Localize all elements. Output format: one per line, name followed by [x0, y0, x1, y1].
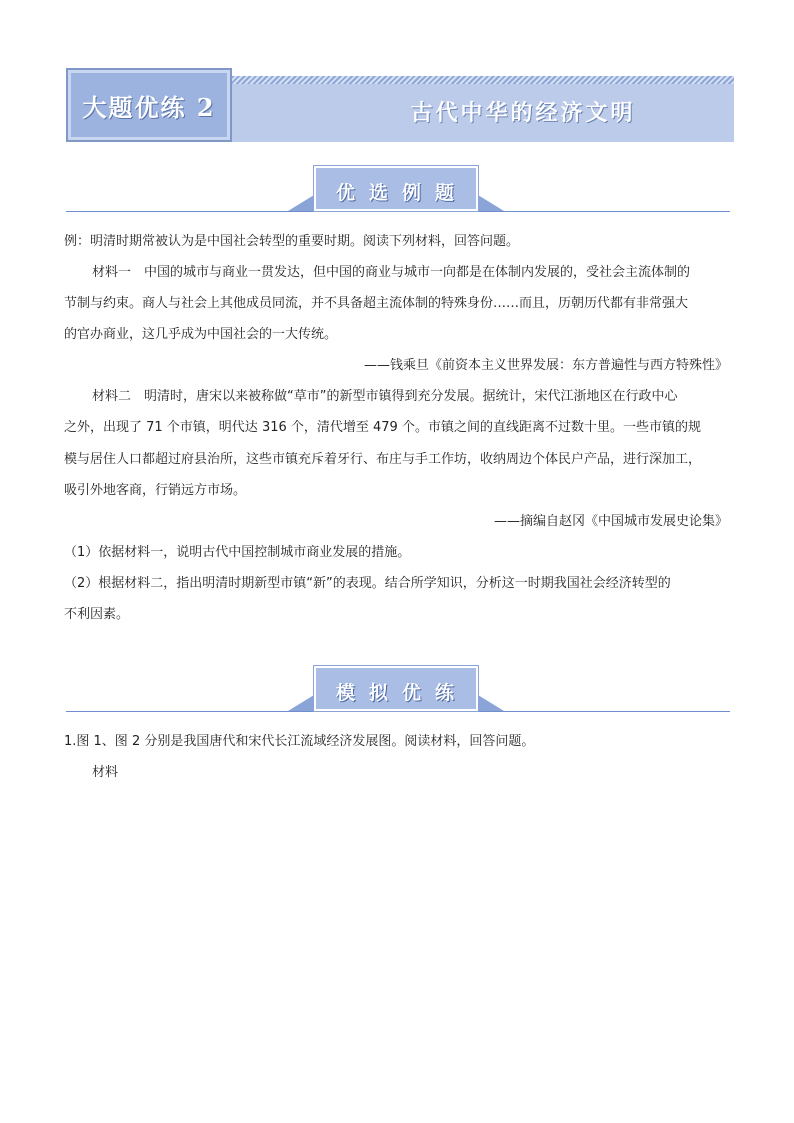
- material1-line1: 材料一 中国的城市与商业一贯发达，但中国的商业与城市一向都是在体制内发展的，受社会主流体制的: [92, 265, 691, 280]
- divider-ornament-right: [478, 695, 504, 711]
- section-plate: [314, 666, 478, 711]
- example-intro: 例：明清时期常被认为是中国社会转型的重要时期。阅读下列材料，回答问题。: [64, 234, 520, 249]
- section-header-examples: [66, 166, 730, 212]
- section-title: 优选例题: [335, 182, 468, 204]
- material2-source: ——摘编自赵冈《中国城市发展史论集》: [493, 514, 728, 529]
- practice-question-1: 1.图 1、图 2 分别是我国唐代和宋代长江流域经济发展图。阅读材料，回答问题。: [64, 734, 535, 749]
- material1-line3: 的官办商业，这几乎成为中国社会的一大传统。: [64, 327, 338, 342]
- section-divider: [66, 711, 730, 712]
- divider-ornament-left: [288, 195, 314, 211]
- section-divider: [66, 211, 730, 212]
- section-title: 模拟优练: [335, 682, 468, 704]
- material2-line2: 之外，出现了 71 个市镇，明代达 316 个，清代增至 479 个。市镇之间的直线距离不过数十里。一些市镇的规: [64, 420, 701, 435]
- section-header-practice: [66, 666, 730, 712]
- divider-ornament-right: [478, 195, 504, 211]
- material2-line3: 模与居住人口都超过府县治所，这些市镇充斥着牙行、布庄与手工作坊，收纳周边个体民户产品，进行深加工，: [64, 452, 702, 467]
- section-plate: [314, 166, 478, 211]
- question-2-line1: （2）根据材料二，指出明清时期新型市镇“新”的表现。结合所学知识，分析这一时期我国社会经济转型的: [64, 576, 671, 591]
- material2-line4: 吸引外地客商，行销远方市场。: [64, 483, 247, 498]
- question-2-line2: 不利因素。: [64, 607, 130, 622]
- material1-line2: 节制与约束。商人与社会上其他成员同流，并不具备超主流体制的特殊身份……而且，历朝历代都有非常强大: [64, 296, 689, 311]
- material1-source: ——钱乘旦《前资本主义世界发展：东方普遍性与西方特殊性》: [363, 358, 728, 373]
- practice-material-label: 材料: [92, 765, 119, 780]
- divider-ornament-left: [288, 695, 314, 711]
- banner-title-box: [232, 76, 734, 142]
- question-1: （1）依据材料一，说明古代中国控制城市商业发展的措施。: [64, 545, 411, 560]
- page-title: 古代中华的经济文明: [410, 100, 636, 126]
- banner-label-box: [66, 68, 232, 142]
- banner-label: 大题优练 2: [82, 93, 216, 122]
- header-banner: [66, 68, 734, 142]
- material2-line1: 材料二 明清时，唐宋以来被称做“草市”的新型市镇得到充分发展。据统计，宋代江浙地区在行政中心: [92, 389, 678, 404]
- banner-stripe: [232, 76, 734, 84]
